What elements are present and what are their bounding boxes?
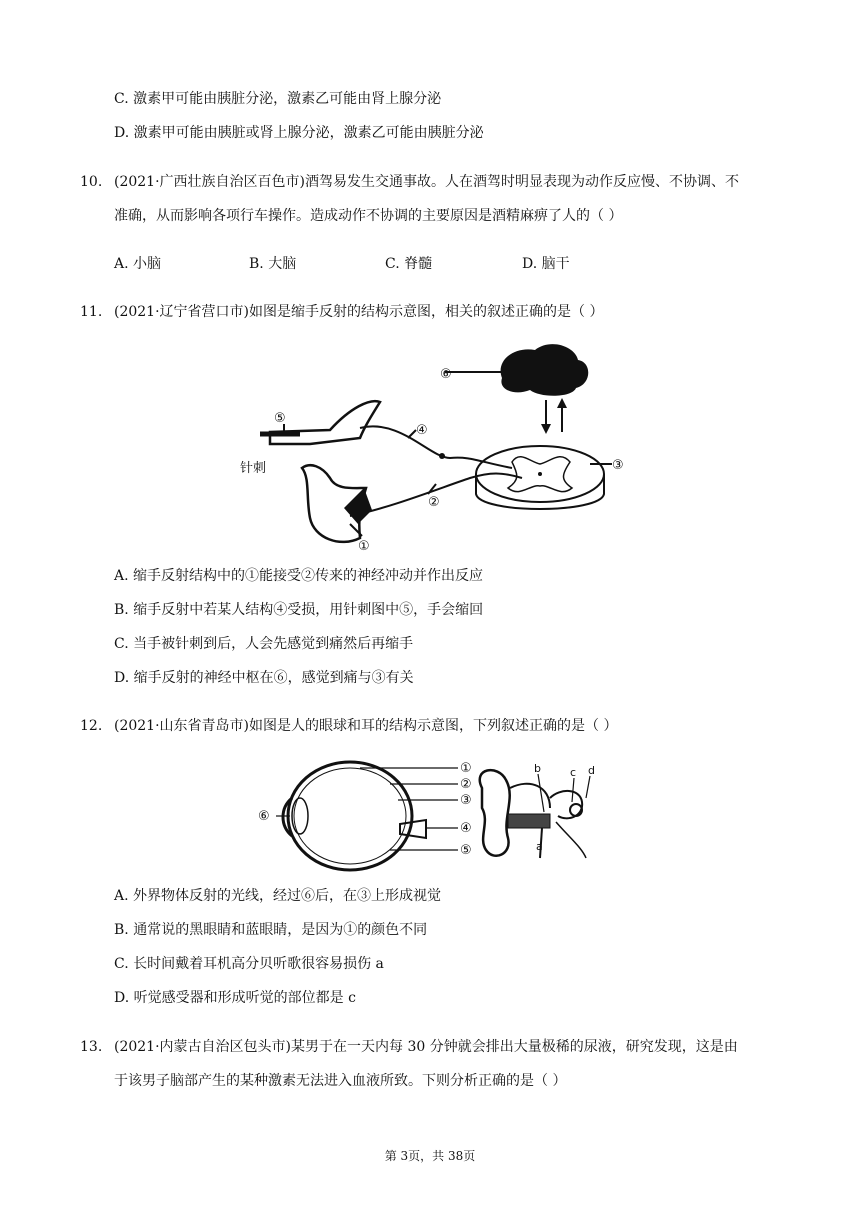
reflex-arc-diagram [240, 338, 640, 558]
fig12-label-a: a [536, 840, 543, 853]
page-footer: 第 3页，共 38页 [384, 1149, 476, 1163]
q13-stem-line1: (2021·内蒙古自治区包头市)某男于在一天内每 30 分钟就会排出大量极稀的尿液，研究发现，这是由 [114, 1039, 738, 1055]
fig11-label-3: ③ [612, 458, 624, 473]
q12-option-b: B. 通常说的黑眼睛和蓝眼睛，是因为①的颜色不同 [114, 922, 428, 938]
q11-option-a: A. 缩手反射结构中的①能接受②传来的神经冲动并作出反应 [114, 568, 484, 584]
afferent-nerve [360, 426, 512, 468]
q9-option-c: C. 激素甲可能由胰脏分泌，激素乙可能由肾上腺分泌 [114, 91, 442, 107]
fig11-label-4: ④ [416, 423, 428, 438]
q10-option-b: B. 大脑 [249, 256, 297, 272]
fig12-label-d: d [588, 764, 595, 777]
q12-option-d: D. 听觉感受器和形成听觉的部位都是 c [114, 990, 356, 1006]
q13-number: 13. [80, 1039, 103, 1055]
brain-shape [501, 344, 589, 396]
q11-option-d: D. 缩手反射的神经中枢在⑥，感觉到痛与③有关 [114, 670, 414, 686]
fig12-label-6: ⑥ [258, 809, 270, 824]
q11-option-b: B. 缩手反射中若某人结构④受损，用针刺图中⑤，手会缩回 [114, 602, 484, 618]
fig11-label-2: ② [428, 495, 440, 510]
fig12-label-1: ① [460, 761, 472, 776]
q11-option-c: C. 当手被针刺到后，人会先感觉到痛然后再缩手 [114, 636, 414, 652]
fig12-label-b: b [534, 762, 541, 775]
q10-stem-line2: 准确，从而影响各项行车操作。造成动作不协调的主要原因是酒精麻痹了人的（ ） [114, 208, 623, 224]
q13-stem-line2: 于该男子脑部产生的某种激素无法进入血液所致。下则分析正确的是（ ） [114, 1073, 567, 1089]
q12-option-c: C. 长时间戴着耳机高分贝听歌很容易损伤 a [114, 956, 384, 972]
label2-leader [428, 484, 436, 494]
fig11-needle-label: 针刺 [240, 461, 267, 476]
muscle [344, 488, 372, 524]
q11-number: 11. [80, 304, 103, 320]
label4-leader [408, 430, 416, 438]
eyeball [283, 762, 426, 870]
q11-stem: (2021·辽宁省营口市)如图是缩手反射的结构示意图，相关的叙述正确的是（ ） [114, 304, 604, 320]
q10-option-a: A. 小脑 [114, 256, 162, 272]
q10-option-c: C. 脊髓 [385, 256, 433, 272]
q12-number: 12. [80, 718, 103, 734]
q12-option-a: A. 外界物体反射的光线，经过⑥后，在③上形成视觉 [114, 888, 442, 904]
q10-stem-line1: (2021·广西壮族自治区百色市)酒驾易发生交通事故。人在酒驾时明显表现为动作反应慢、不协调、不 [114, 174, 740, 190]
q12-stem: (2021·山东省青岛市)如图是人的眼球和耳的结构示意图，下列叙述正确的是（ ） [114, 718, 618, 734]
fig12-label-c: c [570, 766, 577, 779]
fig12-label-4: ④ [460, 821, 472, 836]
fig11-label-6: ⑥ [440, 367, 452, 382]
fig11-label-5: ⑤ [274, 411, 286, 426]
upper-arm [270, 401, 380, 444]
q10-number: 10. [80, 174, 103, 190]
eye-ear-diagram [250, 758, 610, 878]
fig12-label-3: ③ [460, 793, 472, 808]
q9-option-d: D. 激素甲可能由胰脏或肾上腺分泌，激素乙可能由胰脏分泌 [114, 125, 484, 141]
fig11-label-1: ① [358, 539, 370, 554]
ear [480, 770, 586, 858]
q10-option-d: D. 脑干 [522, 256, 570, 272]
fig12-label-2: ② [460, 777, 472, 792]
fig12-label-5: ⑤ [460, 843, 472, 858]
